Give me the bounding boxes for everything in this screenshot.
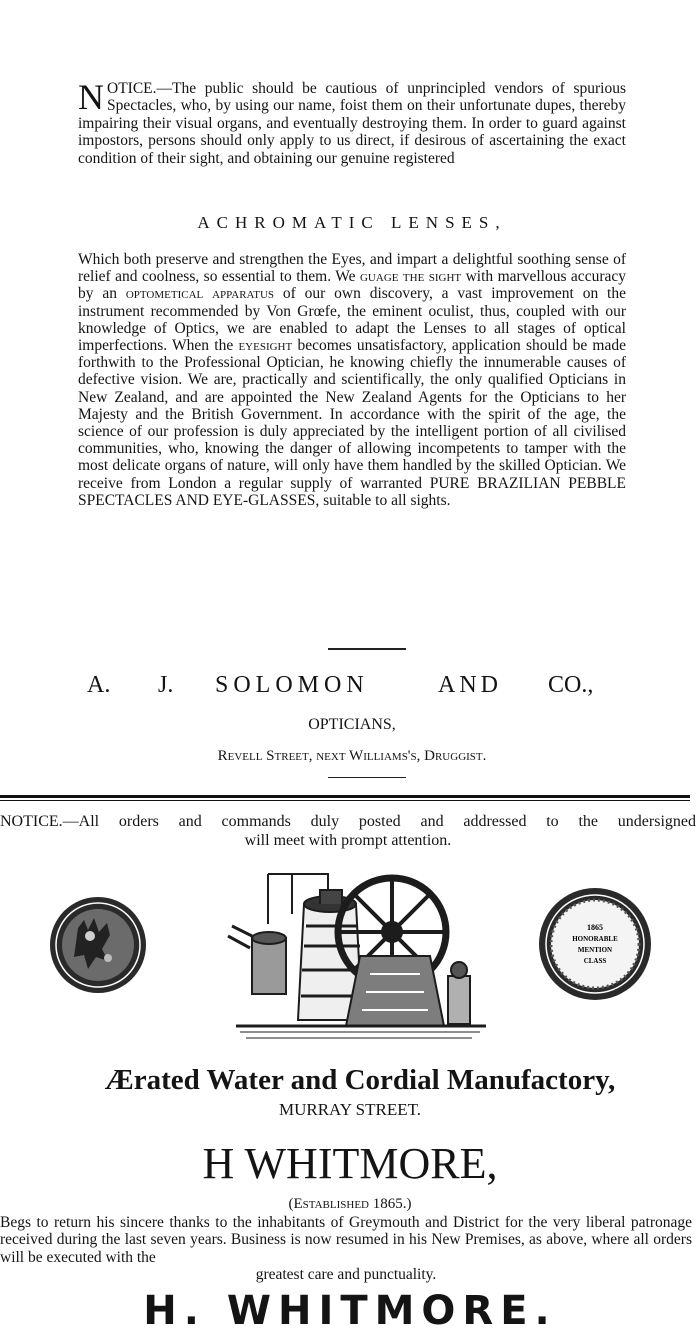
orders-notice [0,812,696,850]
double-rule-top [0,795,690,798]
medal-text: HONORABLE [572,935,618,943]
business-title: Ærated Water and Cordial Manufactory, [104,1064,616,1096]
notice-line: will meet with prompt attention. [244,832,452,849]
firm-word: AND [438,672,502,698]
established-year: (Established 1865.) [288,1196,412,1212]
medal-text: CLASS [583,957,607,965]
footer-signature: H. WHITMORE. [143,1288,557,1330]
trade-title: OPTICIANS, [308,716,396,733]
double-rule-bottom [0,800,690,801]
optician-notice [78,77,626,167]
medal-text: MENTION [577,946,613,954]
firm-address: Revell Street, next Williams's, Druggist. [217,748,487,764]
notice-text: OTICE.—The public should be cautious of unprincipled vendors of spurious Spectacles, who, by using our name, foist them on their unfortunate dupes, thereby impairing their visual organs, and eventually destroying them. In order to guard against impostors, persons should only apply to us direct, if desirous of ascertaining the exact condition of their sight, and obtaining our genuine registered [78,80,626,167]
proprietor-name: H WHITMORE, [202,1139,498,1188]
body-part: with marvellous accuracy by an [78,268,626,303]
small-caps-text: guage the sight [359,268,462,286]
body-part: becomes unsatisfactory, application should be made forthwith to the Professional Optician, he knowing chiefly the innumerable causes of defective vision. We are, practically and scientifically, the only qualified Opticians in New Zealand, and are appointed the New Zealand Agents for the Opticians to her Majesty and the British Government. In accordance with the spirit of the age, the science of our profession is duly appreciated by the intelligent portion of all civilised communities, who, knowing the danger of allowing incompetents to tamper with the most delicate organs of nature, will only have them handled by the skilled Optician. We receive from London a regular supply of warranted PURE BRAZILIAN PEBBLE SPECTACLES AND EYE-GLASSES, suitable to all sights. [78,337,626,509]
left-medal [50,897,146,993]
firm-word: CO., [548,672,594,698]
body-part: of our own discovery, a vast improvement on the instrument recommended by Von Grœfe, the eminent oculist, thus, coupled with our knowledge of Optics, we are enabled to adapt the Lenses to all stages of optical imperfections. When the [78,285,626,355]
body-part: Which both preserve and strengthen the Eyes, and impart a delightful soothing sense of relief and coolness, so essential to them. We [78,251,626,286]
thanks-paragraph [0,1214,692,1284]
small-caps-text: eyesight [238,337,293,355]
small-caps-text: optometical apparatus [125,285,275,303]
lens-description [78,251,626,509]
firm-word: A. [87,672,111,698]
business-street: MURRAY STREET. [278,1100,421,1119]
medal-text: 1865 [587,923,603,932]
separator-rule [328,777,406,778]
thanks-text: Begs to return his sincere thanks to the inhabitants of Greymouth and District for the very liberal patronage received during the last seven years. Business is now resumed in his New Premises, as above, where all orders will be executed with the [0,1214,692,1266]
firm-name [78,672,626,706]
separator-rule [328,648,406,650]
right-medal [539,888,651,1000]
notice-line: NOTICE.—All orders and commands duly posted and addressed to the undersigned [0,813,696,830]
thanks-text-last: greatest care and punctuality. [255,1266,437,1284]
factory-engraving [0,866,700,1062]
drop-cap: N [78,77,104,117]
firm-word: SOLOMON [215,672,369,698]
achromatic-heading: ACHROMATIC LENSES, [197,213,507,232]
firm-word: J. [158,672,174,698]
machinery-illustration [228,874,486,1038]
